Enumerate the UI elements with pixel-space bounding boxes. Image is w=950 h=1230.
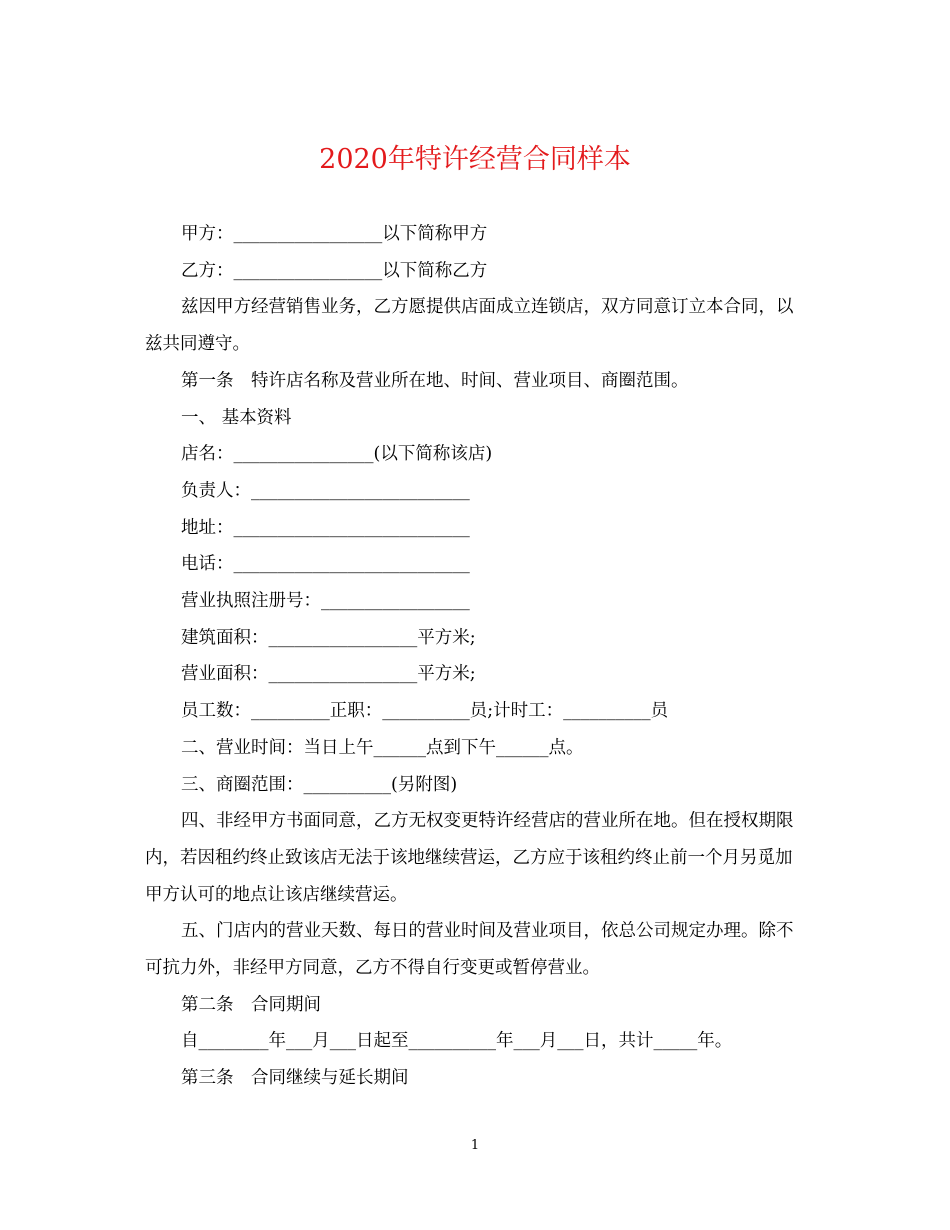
trade-area-line: 三、商圈范围：__________(另附图) — [181, 774, 458, 795]
operating-rules-paragraph: 五、门店内的营业天数、每日的营业时间及营业项目，依总公司规定办理。除不可抗力外，非经甲方同意，乙方不得自行变更或暂停营业。 — [145, 921, 794, 979]
staff-count-line: 员工数：_________正职：__________员;计时工：__________员 — [181, 701, 669, 722]
location-change-paragraph: 四、非经甲方书面同意，乙方无权变更特许经营店的营业所在地。但在授权期限内，若因租约终止致该店无法于该地继续营运，乙方应于该租约终止前一个月另觅加甲方认可的地点让该店继续营运。 — [145, 811, 794, 905]
manager-line: 负责人：_________________________ — [181, 480, 470, 501]
business-hours-line: 二、营业时间：当日上午______点到下午______点。 — [181, 737, 584, 758]
building-area-line: 建筑面积：_________________平方米; — [181, 627, 476, 648]
address-line: 地址：___________________________ — [181, 517, 470, 538]
page-number: 1 — [470, 1138, 480, 1153]
article-3-heading: 第三条 合同继续与延长期间 — [181, 1068, 409, 1089]
license-number-line: 营业执照注册号：_________________ — [181, 591, 470, 612]
preamble-paragraph: 兹因甲方经营销售业务，乙方愿提供店面成立连锁店，双方同意订立本合同，以兹共同遵守。 — [145, 297, 794, 355]
document-body — [145, 216, 805, 1097]
basic-info-heading: 一、 基本资料 — [181, 407, 292, 428]
article-1-heading: 第一条 特许店名称及营业所在地、时间、营业项目、商圈范围。 — [181, 370, 689, 391]
phone-line: 电话：___________________________ — [181, 554, 470, 575]
document-title: 2020年特许经营合同样本 — [319, 144, 631, 175]
party-b-line: 乙方：_________________以下简称乙方 — [181, 260, 488, 281]
business-area-line: 营业面积：_________________平方米; — [181, 664, 476, 685]
party-a-line: 甲方：_________________以下简称甲方 — [181, 224, 488, 244]
store-name-line: 店名：________________(以下简称该店) — [181, 444, 493, 465]
article-2-heading: 第二条 合同期间 — [181, 994, 321, 1015]
contract-period-line: 自________年___月___日起至__________年___月___日，共计_____年。 — [181, 1031, 733, 1052]
